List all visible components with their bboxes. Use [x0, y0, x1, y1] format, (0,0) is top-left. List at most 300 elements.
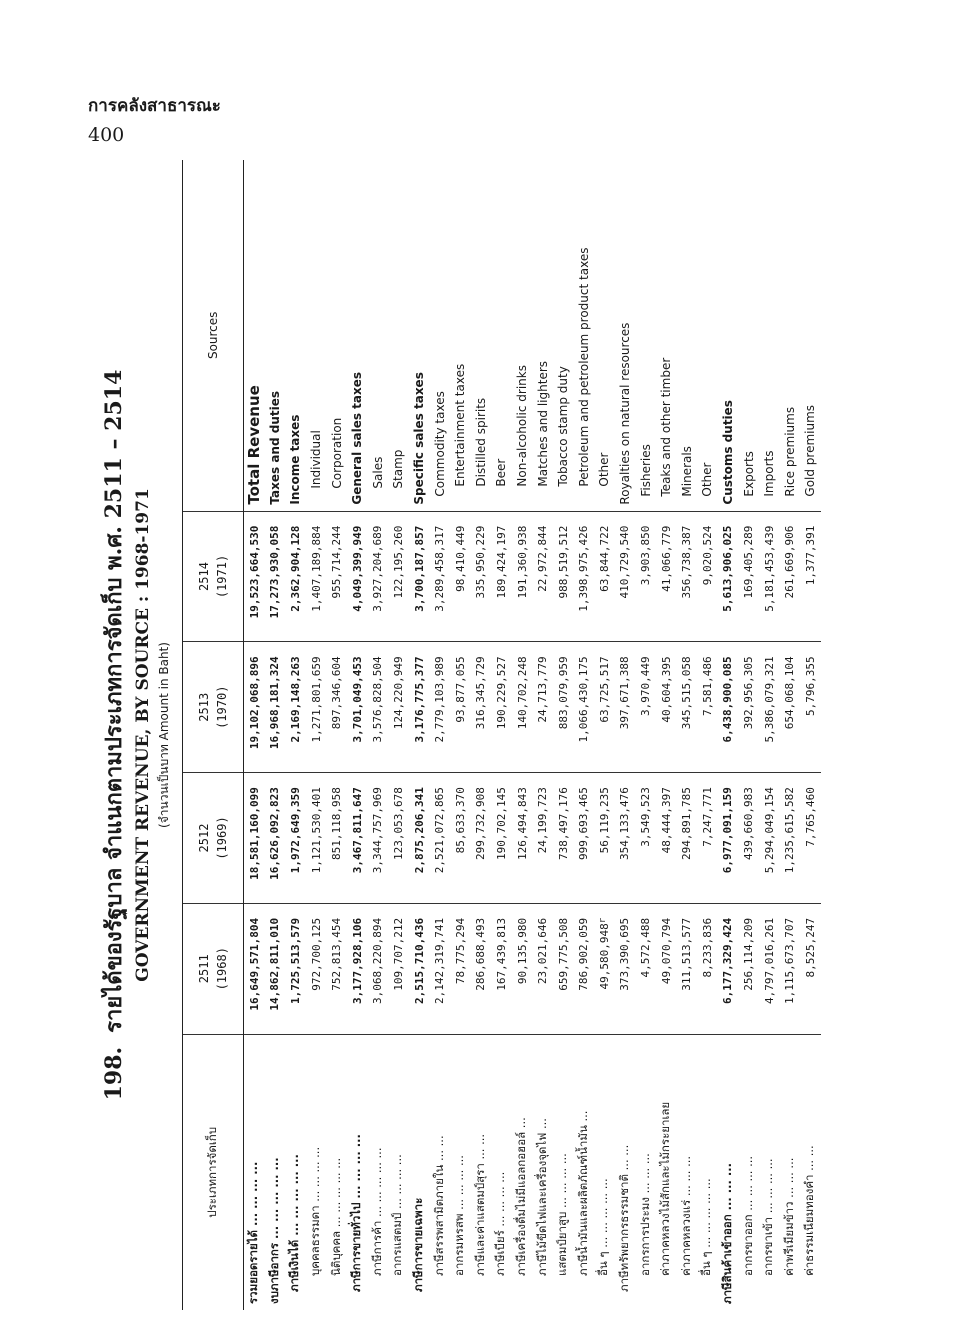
- value-text: 2,521,072,865: [433, 787, 447, 874]
- row-value-2513: [306, 642, 327, 773]
- value-text: 24,713,779: [536, 656, 550, 723]
- row-value-2511: [676, 903, 697, 1034]
- table-row: [656, 160, 677, 1310]
- value-text: 5,386,079,321: [762, 656, 776, 743]
- value-text: 354,133,476: [618, 787, 632, 860]
- row-value-2514: [388, 511, 409, 642]
- row-label-source: General sales taxes: [347, 160, 368, 511]
- row-value-2512: [779, 773, 800, 904]
- row-value-2511: [244, 903, 265, 1034]
- row-label-thai: ภาษีน้ำมันและผลิตภัณฑ์น้ำมัน ...: [575, 1110, 590, 1276]
- row-label-source: Teaks and other timber: [656, 160, 677, 511]
- value-text: 439,660,983: [742, 787, 756, 860]
- value-text: 738,497,176: [556, 787, 570, 860]
- table-row: [491, 160, 512, 1310]
- value-text: 93,877,055: [453, 656, 467, 723]
- row-value-2511: [450, 903, 471, 1034]
- row-value-2513: [347, 642, 368, 773]
- value-text: 63,725,517: [597, 656, 611, 723]
- value-text: 897,346,604: [330, 656, 344, 730]
- row-label-thai: อื่น ๆ ... ... ... ... ...: [596, 1178, 611, 1276]
- value-text: 63,844,722: [597, 525, 611, 592]
- row-value-2511: [388, 903, 409, 1034]
- value-text: 8,233,836: [700, 917, 714, 978]
- row-value-2511: [429, 903, 450, 1034]
- value-text: 373,390,695: [618, 917, 632, 991]
- table-row: [265, 160, 286, 1310]
- row-label-source: Income taxes: [285, 160, 306, 511]
- row-value-2511: [532, 903, 553, 1034]
- value-text: 122,195,260: [391, 525, 405, 599]
- table-body: [244, 160, 821, 1310]
- table-row: [429, 160, 450, 1310]
- table-row: [450, 160, 471, 1310]
- row-label-thai: อากรมหรสพ ... ... ... ...: [452, 1155, 467, 1276]
- row-value-2513: [615, 642, 636, 773]
- value-text: 3,344,757,969: [371, 787, 385, 874]
- row-label-thai: ภาษีเครื่องดื่มไม่มีแอลกอฮอล์ ...: [514, 1117, 529, 1276]
- row-value-2513: [553, 642, 574, 773]
- value-text: 256,114,209: [742, 917, 756, 991]
- value-text: 23,021,646: [536, 917, 550, 985]
- value-text: 3,467,811,647: [350, 787, 364, 874]
- row-label-source: Individual: [306, 160, 327, 511]
- row-value-2512: [388, 773, 409, 904]
- row-value-2513: [532, 642, 553, 773]
- row-label-thai: ภาษีการค้า ... ... ... ... ...: [369, 1147, 384, 1276]
- row-label-source: Total Revenue: [244, 160, 265, 511]
- row-label-thai: ภาษีและค่าแสตมป์สุรา ... ...: [472, 1133, 487, 1276]
- row-label-thai: ภาษีการขายเฉพาะ: [411, 1197, 426, 1292]
- row-value-2512: [265, 773, 286, 904]
- row-label-source: Taxes and duties: [265, 160, 286, 511]
- row-label-thai: ค่าภาคหลวงแร่ ... ... ...: [678, 1155, 693, 1276]
- col-header-year-2513: [183, 642, 244, 773]
- value-text: 16,649,571,804: [247, 917, 261, 1011]
- row-value-2511: [594, 903, 615, 1034]
- value-text: 3,289,458,317: [433, 525, 447, 612]
- row-value-2511: [718, 903, 739, 1034]
- row-label-source: Matches and lighters: [532, 160, 553, 511]
- row-label-thai: ภาษีเงินได้ ... ... ... ... ...: [287, 1154, 302, 1292]
- value-text: 955,714,244: [330, 525, 344, 599]
- row-value-2512: [635, 773, 656, 904]
- value-text: 98,410,449: [453, 525, 467, 592]
- row-label-thai: นิติบุคคล ... ... ... ... ...: [328, 1157, 343, 1276]
- value-text: 752,813,454: [330, 917, 344, 991]
- value-text: 140,702,248: [515, 656, 529, 730]
- row-label-source: Specific sales taxes: [409, 160, 430, 511]
- value-text: 190,702,145: [494, 787, 508, 860]
- value-text: 16,626,092,823: [268, 787, 282, 880]
- row-label-thai: งบภาษีอากร ... ... ... ... ...: [266, 1157, 281, 1304]
- value-text: 786,902,059: [577, 917, 591, 991]
- value-text: 4,572,488: [639, 917, 653, 978]
- year-ce: (1970): [215, 685, 229, 729]
- value-text: 3,903,850: [639, 525, 653, 586]
- value-text: 851,118,958: [330, 787, 344, 860]
- row-value-2513: [450, 642, 471, 773]
- row-value-2512: [759, 773, 780, 904]
- row-value-2512: [800, 773, 821, 904]
- table-row: [532, 160, 553, 1310]
- value-text: 316,345,729: [474, 656, 488, 730]
- row-value-2514: [738, 511, 759, 642]
- year-ce: (1971): [215, 554, 229, 599]
- row-value-2512: [409, 773, 430, 904]
- table-row: [594, 160, 615, 1310]
- table-row: [244, 160, 265, 1310]
- row-value-2514: [368, 511, 389, 642]
- row-value-2514: [450, 511, 471, 642]
- value-text: 286,688,493: [474, 917, 488, 991]
- value-text: 2,875,206,341: [412, 787, 426, 874]
- row-label-source: Fisheries: [635, 160, 656, 511]
- row-value-2514: [635, 511, 656, 642]
- value-text: 19,102,068,896: [247, 656, 261, 750]
- row-label-thai: ภาษีไม้ขีดไฟและเครื่องจุดไฟ ...: [534, 1118, 549, 1276]
- row-label-thai: ค่าธรรมเนียมทองคำ ... ...: [802, 1145, 817, 1276]
- value-text: 14,862,811,010: [268, 917, 282, 1011]
- row-value-2514: [244, 511, 265, 642]
- row-value-2512: [594, 773, 615, 904]
- value-text: 49,070,794: [659, 917, 673, 985]
- value-text: 972,700,125: [309, 917, 323, 991]
- year-be: 2512: [197, 823, 211, 853]
- row-label-thai: ภาษีสินค้าเข้าออก ... ... ...: [719, 1162, 734, 1304]
- row-value-2511: [471, 903, 492, 1034]
- value-text: 654,068,104: [783, 656, 797, 730]
- row-label-thai: อากรการประมง ... ... ...: [637, 1153, 652, 1276]
- value-text: 2,362,904,128: [288, 525, 302, 612]
- table-row: [718, 160, 739, 1310]
- value-text: 56,119,235: [597, 787, 611, 854]
- row-value-2512: [450, 773, 471, 904]
- value-text: 16,968,181,324: [268, 656, 282, 750]
- value-text: 1,377,391: [803, 525, 817, 586]
- table-row: [615, 160, 636, 1310]
- table-row: [779, 160, 800, 1310]
- row-value-2512: [718, 773, 739, 904]
- row-value-2512: [553, 773, 574, 904]
- value-text: 5,181,453,439: [762, 525, 776, 612]
- table-title-thai: [96, 160, 131, 1310]
- row-value-2514: [615, 511, 636, 642]
- row-value-2512: [738, 773, 759, 904]
- row-value-2512: [532, 773, 553, 904]
- value-text: 40,604,395: [659, 656, 673, 723]
- row-value-2513: [244, 642, 265, 773]
- value-text: 48,444,397: [659, 787, 673, 854]
- value-text: 1,407,189,884: [309, 525, 323, 612]
- row-value-2514: [429, 511, 450, 642]
- table-row: [697, 160, 718, 1310]
- value-text: 109,707,212: [391, 917, 405, 991]
- year-be: 2511: [197, 954, 211, 984]
- value-text: 24,199,723: [536, 787, 550, 854]
- value-text: 7,581,486: [700, 656, 714, 716]
- row-label-source: Other: [594, 160, 615, 511]
- table-row: [635, 160, 656, 1310]
- value-text: 3,176,775,377: [412, 656, 426, 743]
- year-ce: (1968): [215, 947, 229, 991]
- row-value-2512: [676, 773, 697, 904]
- value-text: 41,066,779: [659, 525, 673, 592]
- row-value-2514: [553, 511, 574, 642]
- value-text: 123,053,678: [391, 787, 405, 860]
- value-text: 1,121,530,401: [309, 787, 323, 874]
- row-value-2514: [532, 511, 553, 642]
- row-value-2514: [574, 511, 595, 642]
- value-text: 18,581,160,099: [247, 787, 261, 880]
- row-value-2514: [409, 511, 430, 642]
- table-row: [471, 160, 492, 1310]
- value-text: 49,580,948: [597, 923, 611, 990]
- row-value-2511: [615, 903, 636, 1034]
- row-value-2511: [306, 903, 327, 1034]
- row-value-2511: [409, 903, 430, 1034]
- value-text: 3,970,449: [639, 656, 653, 716]
- value-text: 22,972,844: [536, 525, 550, 592]
- row-label-source: Stamp: [388, 160, 409, 511]
- year-ce: (1969): [215, 816, 229, 860]
- table-row: [347, 160, 368, 1310]
- row-label-thai: อื่น ๆ ... ... ... ... ...: [699, 1178, 714, 1276]
- row-value-2511: [285, 903, 306, 1034]
- table-row: [738, 160, 759, 1310]
- row-value-2514: [656, 511, 677, 642]
- value-text: 988,519,512: [556, 525, 570, 599]
- row-value-2512: [429, 773, 450, 904]
- row-label-thai: ค่าภาคหลวงไม้สักและไม้กระยาเลย: [658, 1101, 673, 1276]
- row-label-source: Tobacco stamp duty: [553, 160, 574, 511]
- value-text: 6,177,329,424: [721, 917, 735, 1004]
- table-title-th-text: รายได้ของรัฐบาล จำแนกตามประเภทการจัดเก็บ พ.ศ. 2511 – 2514: [101, 369, 127, 1033]
- row-value-2512: [368, 773, 389, 904]
- row-value-2513: [409, 642, 430, 773]
- row-label-source: Distilled spirits: [471, 160, 492, 511]
- row-value-2512: [656, 773, 677, 904]
- row-value-2512: [491, 773, 512, 904]
- row-value-2513: [429, 642, 450, 773]
- value-text: 261,669,906: [783, 525, 797, 599]
- row-label-thai: ภาษีเบียร์ ... ... ... ...: [493, 1171, 508, 1276]
- value-text: 6,438,900,085: [721, 656, 735, 743]
- row-value-2514: [285, 511, 306, 642]
- year-be: 2514: [197, 562, 211, 591]
- row-value-2514: [697, 511, 718, 642]
- row-value-2512: [615, 773, 636, 904]
- row-label-source: Sales: [368, 160, 389, 511]
- value-text: 3,177,928,106: [350, 917, 364, 1004]
- table-row: [285, 160, 306, 1310]
- value-text: 1,398,975,426: [577, 525, 591, 612]
- row-value-2513: [368, 642, 389, 773]
- value-text: 5,796,355: [803, 656, 817, 716]
- value-text: 5,613,906,025: [721, 525, 735, 612]
- row-value-2511: [553, 903, 574, 1034]
- value-text: 345,515,058: [680, 656, 694, 730]
- value-text: 17,273,930,058: [268, 525, 282, 619]
- running-header: การคลังสาธารณะ: [88, 96, 221, 116]
- table-row: [306, 160, 327, 1310]
- year-be: 2513: [197, 692, 211, 722]
- row-value-2513: [759, 642, 780, 773]
- page-number: 400: [88, 124, 125, 146]
- value-text: 2,142,319,741: [433, 917, 447, 1004]
- row-value-2511: [512, 903, 533, 1034]
- row-label-source: Customs duties: [718, 160, 739, 511]
- row-value-2511: [779, 903, 800, 1034]
- row-value-2512: [326, 773, 347, 904]
- row-value-2512: [306, 773, 327, 904]
- row-value-2514: [471, 511, 492, 642]
- value-text: 397,671,388: [618, 656, 632, 730]
- table-row: [409, 160, 430, 1310]
- row-value-2514: [779, 511, 800, 642]
- row-value-2511: [697, 903, 718, 1034]
- row-label-thai: บุคคลธรรมดา ... ... ... ...: [308, 1146, 323, 1276]
- value-text: 190,229,527: [494, 656, 508, 730]
- value-text: 8,525,247: [803, 917, 817, 978]
- col-header-year-2514: [183, 511, 244, 642]
- value-text: 294,891,785: [680, 787, 694, 860]
- value-text: 5,294,049,154: [762, 787, 776, 874]
- table-row: [388, 160, 409, 1310]
- row-value-2511: [265, 903, 286, 1034]
- row-value-2512: [347, 773, 368, 904]
- row-value-2513: [635, 642, 656, 773]
- row-value-2511: [326, 903, 347, 1034]
- col-header-sources: Sources: [183, 160, 244, 511]
- row-value-2514: [491, 511, 512, 642]
- value-text: 883,079,959: [556, 656, 570, 730]
- row-value-2513: [512, 642, 533, 773]
- row-label-source: Rice premiums: [779, 160, 800, 511]
- row-value-2514: [718, 511, 739, 642]
- row-value-2513: [718, 642, 739, 773]
- row-value-2513: [738, 642, 759, 773]
- row-label-source: Non-alcoholic drinks: [512, 160, 533, 511]
- value-text: 1,235,615,582: [783, 787, 797, 874]
- value-text: 124,220,949: [391, 656, 405, 730]
- value-text: 4,049,399,949: [350, 525, 364, 612]
- row-value-2511: [368, 903, 389, 1034]
- value-text: 90,135,980: [515, 917, 529, 985]
- value-text: 410,729,540: [618, 525, 632, 599]
- rotated-table-block: [90, 160, 910, 1310]
- row-value-2513: [285, 642, 306, 773]
- row-label-source: Beer: [491, 160, 512, 511]
- value-text: 7,247,771: [700, 787, 714, 847]
- row-value-2513: [656, 642, 677, 773]
- row-value-2512: [697, 773, 718, 904]
- row-value-2511: [800, 903, 821, 1034]
- value-text: 1,066,430,175: [577, 656, 591, 743]
- row-value-2513: [574, 642, 595, 773]
- row-label-source: Other: [697, 160, 718, 511]
- row-value-2513: [594, 642, 615, 773]
- col-header-year-2511: [183, 903, 244, 1034]
- value-text: 167,439,813: [494, 917, 508, 991]
- row-value-2512: [285, 773, 306, 904]
- row-value-2514: [326, 511, 347, 642]
- value-text: 3,701,049,453: [350, 656, 364, 743]
- row-label-thai: ภาษีการขายทั่วไป ... ... ... ...: [349, 1134, 364, 1292]
- value-text: 3,700,187,857: [412, 525, 426, 612]
- value-text: 1,115,673,707: [783, 917, 797, 1004]
- row-label-source: Gold premiums: [800, 160, 821, 511]
- table-unit-note: (จำนวนเป็นบาท Amount in Baht): [157, 642, 171, 828]
- row-value-2513: [676, 642, 697, 773]
- table-number: 198.: [101, 1046, 127, 1101]
- row-value-2514: [347, 511, 368, 642]
- row-value-2513: [491, 642, 512, 773]
- row-value-2511: [738, 903, 759, 1034]
- value-text: 169,405,289: [742, 525, 756, 599]
- row-label-source: Minerals: [676, 160, 697, 511]
- row-label-thai: แสตมป์ยาสูบ ... ... ... ...: [555, 1153, 570, 1276]
- row-value-2513: [388, 642, 409, 773]
- value-text: 659,775,508: [556, 917, 570, 991]
- table-row: [759, 160, 780, 1310]
- row-label-source: Imports: [759, 160, 780, 511]
- row-value-2514: [594, 511, 615, 642]
- row-value-2514: [759, 511, 780, 642]
- row-label-thai: ภาษีทรัพยากรธรรมชาติ ... ...: [616, 1144, 631, 1292]
- row-label-source: Exports: [738, 160, 759, 511]
- row-value-2512: [471, 773, 492, 904]
- value-text: 356,738,387: [680, 525, 694, 599]
- table-row: [368, 160, 389, 1310]
- row-value-2513: [471, 642, 492, 773]
- value-text: 191,360,938: [515, 525, 529, 599]
- row-value-2513: [779, 642, 800, 773]
- row-value-2514: [800, 511, 821, 642]
- value-text: 1,271,801,659: [309, 656, 323, 743]
- table-row: [326, 160, 347, 1310]
- row-value-2511: [635, 903, 656, 1034]
- row-label-thai: ภาษีสรรพสามิตภายใน ... ...: [431, 1135, 446, 1276]
- row-value-2514: [676, 511, 697, 642]
- revision-note: r: [597, 917, 608, 924]
- row-label-source: Entertainment taxes: [450, 160, 471, 511]
- row-value-2511: [574, 903, 595, 1034]
- value-text: 2,779,103,989: [433, 656, 447, 743]
- value-text: 3,576,828,504: [371, 656, 385, 743]
- row-value-2511: [759, 903, 780, 1034]
- row-label-thai: รวมยอดรายได้ ... ... ... ...: [246, 1161, 261, 1304]
- row-value-2511: [491, 903, 512, 1034]
- revenue-table: [182, 160, 821, 1310]
- table-row: [676, 160, 697, 1310]
- row-value-2514: [306, 511, 327, 642]
- table-row: [800, 160, 821, 1310]
- value-text: 189,424,197: [494, 525, 508, 599]
- row-label-source: Petroleum and petroleum product taxes: [574, 160, 595, 511]
- value-text: 3,549,523: [639, 787, 653, 847]
- value-text: 2,515,710,436: [412, 917, 426, 1004]
- table-row: [553, 160, 574, 1310]
- value-text: 126,494,843: [515, 787, 529, 860]
- row-label-thai: อากรขาออก ... ... ... ...: [740, 1155, 755, 1276]
- row-value-2514: [265, 511, 286, 642]
- row-label-source: Royalties on natural resources: [615, 160, 636, 511]
- table-header-row: [183, 160, 244, 1310]
- value-text: 3,068,220,894: [371, 917, 385, 1004]
- row-label-source: Corporation: [326, 160, 347, 511]
- col-header-thai: ประเภทการจัดเก็บ: [183, 1034, 244, 1310]
